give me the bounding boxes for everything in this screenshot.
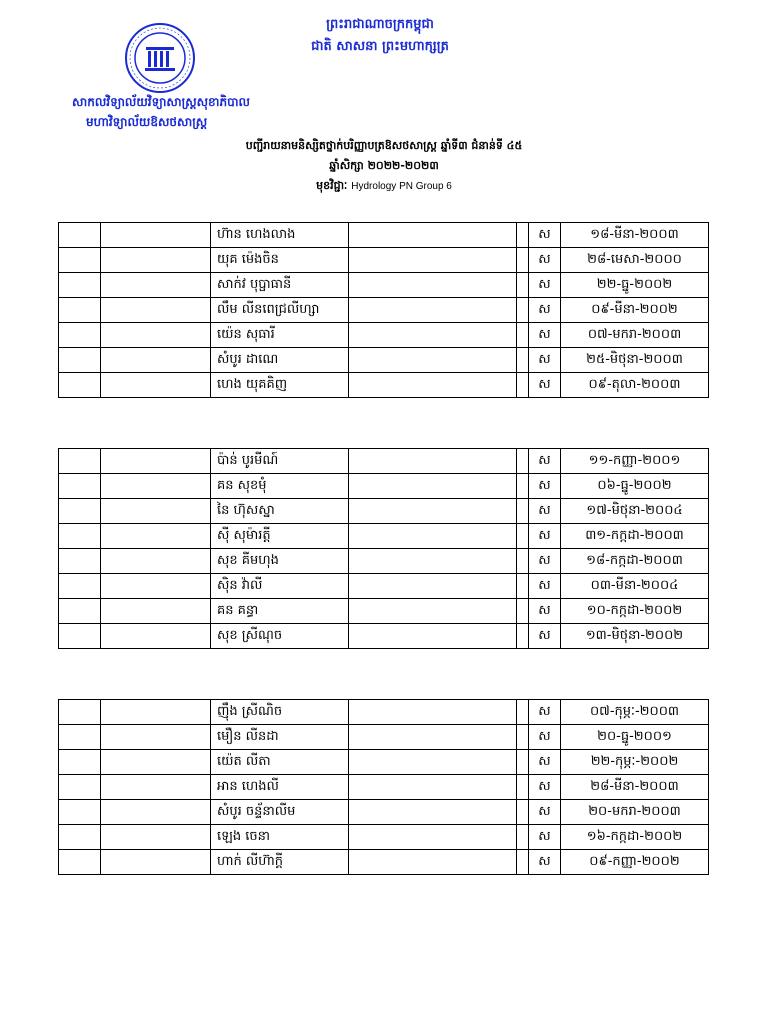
cell-dob: ១០-កក្កដា-២០០២ — [561, 599, 709, 624]
cell-blank — [349, 750, 517, 775]
cell-name: យ៉េត លីតា — [211, 750, 349, 775]
cell-name: ហាក់ លីហ៊ាក្គី — [211, 850, 349, 875]
cell-sex: ស — [529, 323, 561, 348]
cell-mark — [517, 775, 529, 800]
cell-blank — [349, 248, 517, 273]
cell-no — [59, 298, 101, 323]
cell-blank — [349, 800, 517, 825]
cell-no — [59, 474, 101, 499]
cell-dob: ០៩-តុលា-២០០៣ — [561, 373, 709, 398]
table-row — [59, 223, 709, 248]
cell-blank — [349, 524, 517, 549]
cell-dob: ២២-កុម្ភៈ-២០០២ — [561, 750, 709, 775]
kingdom-motto — [220, 14, 540, 58]
table-row — [59, 725, 709, 750]
cell-dob: ២៨-មីនា-២០០៣ — [561, 775, 709, 800]
student-table-2 — [58, 448, 709, 649]
group-label: មុខវិជ្ជាៈ — [316, 179, 348, 192]
table-row — [59, 499, 709, 524]
cell-mark — [517, 850, 529, 875]
cell-name: គន សុខមុំ — [211, 474, 349, 499]
cell-name: ស៊ិន វ៉ាលី — [211, 574, 349, 599]
cell-name: ឡេង ចេនា — [211, 825, 349, 850]
cell-mark — [517, 750, 529, 775]
cell-sex: ស — [529, 524, 561, 549]
table-row — [59, 850, 709, 875]
cell-id — [101, 750, 211, 775]
cell-blank — [349, 298, 517, 323]
cell-sex: ស — [529, 624, 561, 649]
cell-blank — [349, 449, 517, 474]
cell-mark — [517, 449, 529, 474]
cell-dob: ១១-កញ្ញា-២០០១ — [561, 449, 709, 474]
cell-name: គន គន្ធា — [211, 599, 349, 624]
cell-no — [59, 524, 101, 549]
cell-mark — [517, 248, 529, 273]
cell-no — [59, 273, 101, 298]
cell-sex: ស — [529, 850, 561, 875]
cell-no — [59, 248, 101, 273]
cell-name: អាន ហេងលី — [211, 775, 349, 800]
cell-name: សំបូរ ដាណេ — [211, 348, 349, 373]
cell-no — [59, 700, 101, 725]
cell-sex: ស — [529, 273, 561, 298]
cell-id — [101, 599, 211, 624]
kingdom-motto-line: ជាតិ សាសនា ព្រះមហាក្សត្រ — [311, 39, 449, 54]
cell-mark — [517, 725, 529, 750]
cell-name: ហ៊ាន ហេងលាង — [211, 223, 349, 248]
cell-mark — [517, 825, 529, 850]
cell-name: សុខ គីមហុង — [211, 549, 349, 574]
cell-no — [59, 549, 101, 574]
table-row — [59, 524, 709, 549]
institution-name — [72, 92, 372, 132]
cell-id — [101, 348, 211, 373]
cell-dob: ០៦-ធ្នូ-២០០២ — [561, 474, 709, 499]
document-title: បញ្ជីរាយនាមនិស្សិតថ្នាក់បរិញ្ញាបត្រឱសថសាស្ត្រ ឆ្នាំទី៣ ជំនាន់ទី ៤៥ — [245, 139, 523, 152]
cell-sex: ស — [529, 348, 561, 373]
cell-sex: ស — [529, 449, 561, 474]
university-seal-icon — [124, 22, 196, 94]
cell-name: ហេង យុគគិញ — [211, 373, 349, 398]
cell-id — [101, 574, 211, 599]
cell-blank — [349, 850, 517, 875]
cell-id — [101, 248, 211, 273]
cell-no — [59, 750, 101, 775]
cell-mark — [517, 273, 529, 298]
cell-name: ប៉ាន់ បូរមីណ៍ — [211, 449, 349, 474]
cell-no — [59, 449, 101, 474]
cell-sex: ស — [529, 599, 561, 624]
cell-blank — [349, 348, 517, 373]
table-row — [59, 574, 709, 599]
cell-blank — [349, 624, 517, 649]
cell-sex: ស — [529, 750, 561, 775]
cell-id — [101, 474, 211, 499]
cell-sex: ស — [529, 700, 561, 725]
table-row — [59, 700, 709, 725]
cell-no — [59, 223, 101, 248]
cell-dob: ២២-ធ្នូ-២០០២ — [561, 273, 709, 298]
cell-no — [59, 850, 101, 875]
cell-no — [59, 348, 101, 373]
cell-mark — [517, 524, 529, 549]
cell-dob: ០៩-មីនា-២០០២ — [561, 298, 709, 323]
cell-mark — [517, 373, 529, 398]
cell-mark — [517, 499, 529, 524]
cell-id — [101, 549, 211, 574]
cell-dob: ១៨-មីនា-២០០៣ — [561, 223, 709, 248]
cell-mark — [517, 348, 529, 373]
cell-mark — [517, 800, 529, 825]
cell-name: សាក់វ បុប្ផាធានី — [211, 273, 349, 298]
cell-blank — [349, 474, 517, 499]
cell-no — [59, 574, 101, 599]
cell-sex: ស — [529, 223, 561, 248]
cell-id — [101, 725, 211, 750]
kingdom-name: ព្រះរាជាណាចក្រកម្ពុជា — [326, 17, 434, 32]
cell-sex: ស — [529, 825, 561, 850]
cell-blank — [349, 273, 517, 298]
cell-name: លឹម លីនពេជ្រលីហ្សា — [211, 298, 349, 323]
cell-name: មឿន លីនដា — [211, 725, 349, 750]
cell-name: សុខ ស្រីណុច — [211, 624, 349, 649]
cell-dob: ២០-ធ្នូ-២០០១ — [561, 725, 709, 750]
cell-mark — [517, 474, 529, 499]
cell-dob: ០៧-មករា-២០០៣ — [561, 323, 709, 348]
table-row — [59, 273, 709, 298]
cell-blank — [349, 700, 517, 725]
cell-id — [101, 273, 211, 298]
table-row — [59, 474, 709, 499]
cell-dob: ១៨-កក្កដា-២០០៣ — [561, 549, 709, 574]
cell-id — [101, 323, 211, 348]
table-row — [59, 800, 709, 825]
cell-no — [59, 373, 101, 398]
cell-mark — [517, 223, 529, 248]
cell-mark — [517, 549, 529, 574]
table-row — [59, 825, 709, 850]
cell-blank — [349, 223, 517, 248]
cell-sex: ស — [529, 248, 561, 273]
cell-sex: ស — [529, 474, 561, 499]
table-row — [59, 348, 709, 373]
cell-dob: ០៣-មីនា-២០០៤ — [561, 574, 709, 599]
cell-dob: ២៨-មេសា-២០០០ — [561, 248, 709, 273]
cell-blank — [349, 574, 517, 599]
cell-no — [59, 825, 101, 850]
student-table-3 — [58, 699, 709, 875]
cell-blank — [349, 775, 517, 800]
cell-id — [101, 800, 211, 825]
cell-mark — [517, 700, 529, 725]
cell-blank — [349, 499, 517, 524]
cell-id — [101, 775, 211, 800]
cell-dob: ២០-មករា-២០០៣ — [561, 800, 709, 825]
cell-blank — [349, 599, 517, 624]
cell-id — [101, 700, 211, 725]
cell-name: ស៊ី សុម៉ារត្តី — [211, 524, 349, 549]
cell-id — [101, 449, 211, 474]
cell-sex: ស — [529, 574, 561, 599]
cell-blank — [349, 549, 517, 574]
cell-dob: ២៥-មិថុនា-២០០៣ — [561, 348, 709, 373]
cell-no — [59, 775, 101, 800]
cell-mark — [517, 624, 529, 649]
cell-dob: ១៧-មិថុនា-២០០៤ — [561, 499, 709, 524]
cell-blank — [349, 725, 517, 750]
cell-no — [59, 800, 101, 825]
cell-blank — [349, 373, 517, 398]
cell-no — [59, 499, 101, 524]
faculty-name: មហាវិទ្យាល័យឱសថសាស្ត្រ — [86, 115, 208, 129]
cell-sex: ស — [529, 373, 561, 398]
academic-year: ឆ្នាំសិក្សា ២០២២-២០២៣ — [329, 159, 439, 172]
cell-dob: ៣១-កក្កដា-២០០៣ — [561, 524, 709, 549]
cell-no — [59, 599, 101, 624]
cell-mark — [517, 599, 529, 624]
cell-sex: ស — [529, 499, 561, 524]
cell-sex: ស — [529, 775, 561, 800]
cell-id — [101, 373, 211, 398]
table-row — [59, 599, 709, 624]
cell-id — [101, 524, 211, 549]
cell-name: យ៉េន សុធារី — [211, 323, 349, 348]
cell-no — [59, 624, 101, 649]
cell-name: ញ៉ឹង ស្រីណិច — [211, 700, 349, 725]
group-line — [0, 176, 768, 197]
cell-name: នៃ ហ៊ុសស្នា — [211, 499, 349, 524]
table-row — [59, 449, 709, 474]
table-row — [59, 373, 709, 398]
cell-id — [101, 298, 211, 323]
cell-id — [101, 499, 211, 524]
cell-blank — [349, 825, 517, 850]
table-row — [59, 323, 709, 348]
cell-name: សំបូរ ចន្ទ័នាលីម — [211, 800, 349, 825]
table-row — [59, 750, 709, 775]
cell-no — [59, 725, 101, 750]
cell-id — [101, 850, 211, 875]
table-row — [59, 775, 709, 800]
cell-sex: ស — [529, 800, 561, 825]
cell-dob: ១៦-កក្កដា-២០០២ — [561, 825, 709, 850]
cell-dob: ០៩-កញ្ញា-២០០២ — [561, 850, 709, 875]
table-row — [59, 549, 709, 574]
university-name: សាកលវិទ្យាល័យវិទ្យាសាស្ត្រសុខាភិបាល — [72, 95, 250, 109]
cell-sex: ស — [529, 298, 561, 323]
cell-id — [101, 223, 211, 248]
cell-id — [101, 825, 211, 850]
cell-dob: ០៧-កុម្ភៈ-២០០៣ — [561, 700, 709, 725]
cell-dob: ១៣-មិថុនា-២០០២ — [561, 624, 709, 649]
cell-name: យុគ ម៉េងចិន — [211, 248, 349, 273]
cell-mark — [517, 298, 529, 323]
cell-sex: ស — [529, 725, 561, 750]
table-row — [59, 248, 709, 273]
cell-blank — [349, 323, 517, 348]
cell-no — [59, 323, 101, 348]
cell-id — [101, 624, 211, 649]
group-name: Hydrology PN Group 6 — [351, 181, 452, 192]
table-row — [59, 624, 709, 649]
cell-sex: ស — [529, 549, 561, 574]
cell-mark — [517, 574, 529, 599]
table-row — [59, 298, 709, 323]
student-table-1 — [58, 222, 709, 398]
document-heading — [0, 136, 768, 197]
cell-mark — [517, 323, 529, 348]
